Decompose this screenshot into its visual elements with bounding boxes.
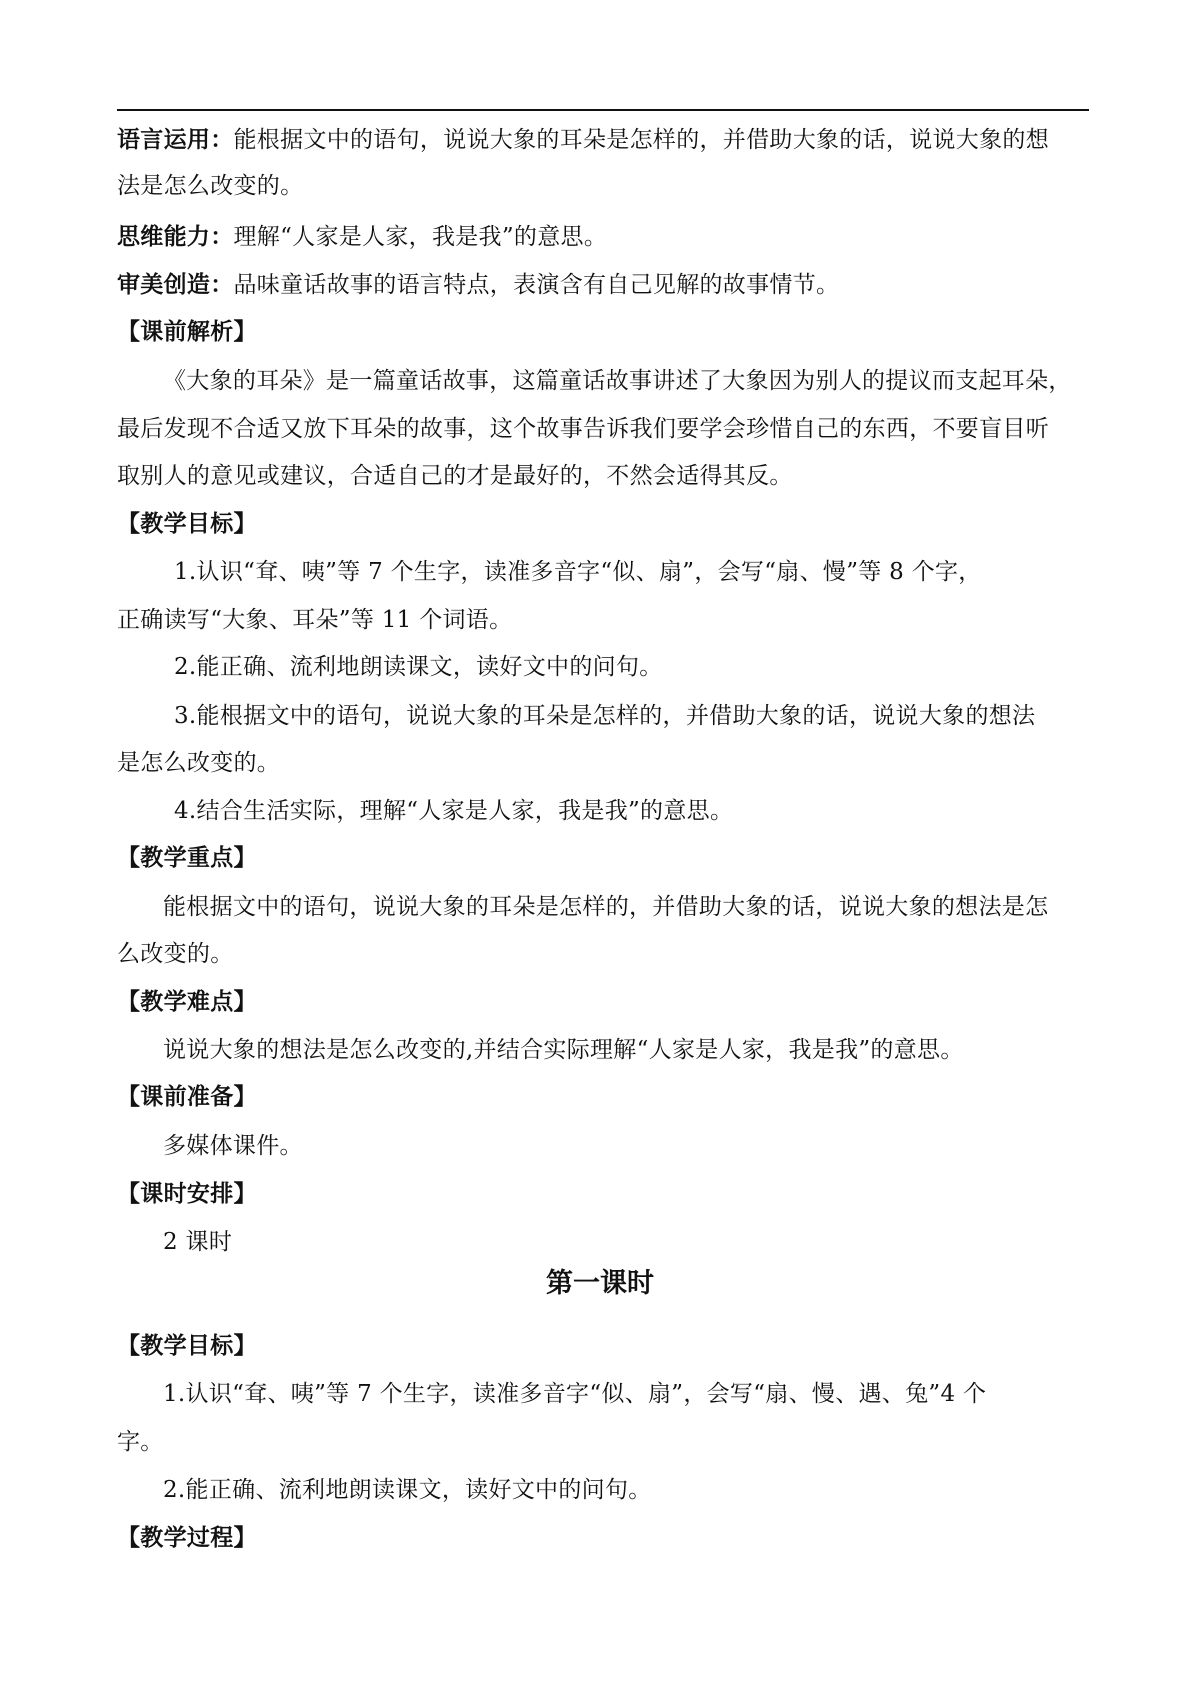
lesson-goals-heading: 【教学目标】 [117, 1332, 257, 1359]
language-label: 语言运用： [117, 126, 234, 153]
thinking-label: 思维能力： [117, 223, 234, 250]
difficulty-heading: 【教学难点】 [117, 988, 257, 1015]
keypoint-line-2: 么改变的。 [117, 941, 234, 967]
analysis-line-3: 取别人的意见或建议，合适自己的才是最好的，不然会适得其反。 [117, 463, 793, 489]
keypoint-line-1: 能根据文中的语句，说说大象的耳朵是怎样的，并借助大象的话，说说大象的想法是怎 [163, 894, 1049, 920]
goal-4: 4.结合生活实际，理解“人家是人家，我是我”的意思。 [174, 798, 734, 824]
schedule-heading: 【课时安排】 [117, 1180, 257, 1207]
analysis-line-2: 最后发现不合适又放下耳朵的故事，这个故事告诉我们要学会珍惜自己的东西，不要盲目听 [117, 416, 1049, 442]
keypoint-heading: 【教学重点】 [117, 844, 257, 871]
aesthetic-label: 审美创造： [117, 271, 234, 298]
goal-2: 2.能正确、流利地朗读课文，读好文中的问句。 [174, 654, 663, 680]
aesthetic-text: 品味童话故事的语言特点，表演含有自己见解的故事情节。 [233, 272, 840, 298]
schedule-text: 2 课时 [163, 1229, 233, 1255]
goal-1-line-2: 正确读写“大象、耳朵”等 11 个词语。 [117, 607, 513, 633]
preparation-text: 多媒体课件。 [163, 1133, 303, 1159]
lesson-goal-2: 2.能正确、流利地朗读课文，读好文中的问句。 [163, 1477, 652, 1503]
language-objective-line [117, 124, 1049, 156]
preparation-heading: 【课前准备】 [117, 1083, 257, 1110]
lesson-goal-1-line-2: 字。 [117, 1429, 164, 1455]
analysis-line-1: 《大象的耳朵》是一篇童话故事，这篇童话故事讲述了大象因为别人的提议而支起耳朵， [163, 368, 1072, 394]
goals-heading: 【教学目标】 [117, 510, 257, 537]
thinking-objective-line [117, 221, 607, 253]
goal-3-line-1: 3.能根据文中的语句，说说大象的耳朵是怎样的，并借助大象的话，说说大象的想法 [174, 703, 1036, 729]
goal-3-line-2: 是怎么改变的。 [117, 750, 281, 776]
header-rule [117, 109, 1089, 111]
thinking-text: 理解“人家是人家，我是我”的意思。 [233, 224, 608, 250]
lesson-goal-1-line-1: 1.认识“耷、咦”等 7 个生字，读准多音字“似、扇”，会写“扇、慢、遇、兔”4 个 [163, 1381, 987, 1407]
language-objective-cont: 法是怎么改变的。 [117, 173, 304, 199]
process-heading: 【教学过程】 [117, 1524, 257, 1551]
lesson-title: 第一课时 [546, 1268, 654, 1299]
language-text: 能根据文中的语句，说说大象的耳朵是怎样的，并借助大象的话，说说大象的想 [233, 127, 1049, 153]
aesthetic-objective-line [117, 269, 839, 301]
analysis-heading: 【课前解析】 [117, 318, 257, 345]
goal-1-line-1: 1.认识“耷、咦”等 7 个生字，读准多音字“似、扇”，会写“扇、慢”等 8 个字， [174, 559, 982, 585]
difficulty-text: 说说大象的想法是怎么改变的,并结合实际理解“人家是人家，我是我”的意思。 [163, 1037, 964, 1063]
